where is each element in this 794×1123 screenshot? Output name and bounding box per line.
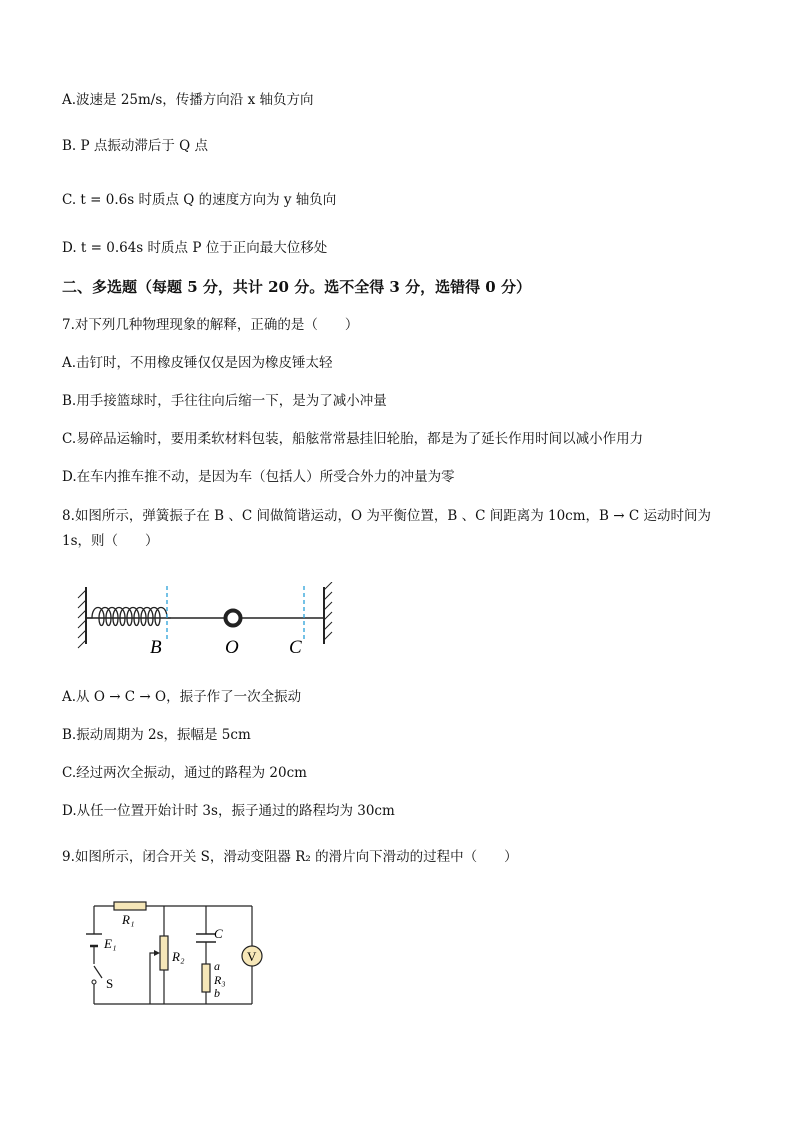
label-c: C bbox=[214, 926, 223, 941]
spring-oscillator-figure bbox=[70, 582, 340, 662]
q8-option-d: D.从任一位置开始计时 3s，振子通过的路程均为 30cm bbox=[62, 803, 395, 819]
label-c: C bbox=[289, 637, 302, 658]
resistor-r1 bbox=[114, 902, 146, 910]
option-c: C. t = 0.6s 时质点 Q 的速度方向为 y 轴负向 bbox=[62, 192, 337, 208]
circuit-figure bbox=[84, 896, 274, 1012]
option-d: D. t = 0.64s 时质点 P 位于正向最大位移处 bbox=[62, 240, 328, 256]
voltmeter-label: V bbox=[247, 949, 257, 964]
spring bbox=[86, 608, 171, 626]
q8-option-c: C.经过两次全振动，通过的路程为 20cm bbox=[62, 765, 307, 781]
label-o: O bbox=[225, 637, 239, 658]
oscillator-ball bbox=[226, 611, 241, 626]
rheostat-r2 bbox=[160, 936, 168, 970]
resistor-r3 bbox=[202, 964, 210, 992]
q8-stem-line1: 8.如图所示，弹簧振子在 B 、C 间做简谐运动，O 为平衡位置，B 、C 间距离为 10cm，B → C 运动时间为 bbox=[62, 508, 711, 524]
q7-option-b: B.用手接篮球时，手往往向后缩一下，是为了减小冲量 bbox=[62, 393, 387, 409]
label-s: S bbox=[106, 976, 114, 991]
option-a: A.波速是 25m/s，传播方向沿 x 轴负方向 bbox=[62, 92, 314, 108]
q8-option-b: B.振动周期为 2s，振幅是 5cm bbox=[62, 727, 251, 743]
slider-arrow bbox=[154, 950, 160, 956]
switch-s bbox=[92, 966, 102, 984]
label-r1: R₁ bbox=[122, 912, 135, 927]
left-wall bbox=[78, 587, 86, 648]
label-b: b bbox=[214, 986, 220, 1000]
q7-option-c: C.易碎品运输时，要用柔软材料包装，船舷常常悬挂旧轮胎，都是为了延长作用时间以减小作用力 bbox=[62, 431, 644, 447]
q8-option-a: A.从 O → C → O，振子作了一次全振动 bbox=[62, 689, 302, 705]
q7-stem: 7.对下列几种物理现象的解释，正确的是（ ） bbox=[62, 317, 359, 333]
q9-stem: 9.如图所示，闭合开关 S，滑动变阻器 R₂ 的滑片向下滑动的过程中（ ） bbox=[62, 849, 518, 865]
label-a: a bbox=[214, 959, 220, 973]
option-b: B. P 点振动滞后于 Q 点 bbox=[62, 138, 209, 154]
label-e1: E₁ bbox=[104, 936, 117, 951]
label-r2: R₂ bbox=[172, 949, 185, 964]
capacitor-c bbox=[196, 934, 216, 942]
q8-stem-line2: 1s，则（ ） bbox=[62, 533, 159, 549]
label-r3: R₃ bbox=[214, 973, 226, 987]
section-heading: 二、多选题（每题 5 分，共计 20 分。选不全得 3 分，选错得 0 分） bbox=[62, 278, 531, 296]
q7-option-d: D.在车内推车推不动，是因为车（包括人）所受合外力的冲量为零 bbox=[62, 469, 455, 485]
battery-e1 bbox=[86, 934, 102, 946]
label-b: B bbox=[150, 637, 162, 658]
q7-option-a: A.击钉时，不用橡皮锤仅仅是因为橡皮锤太轻 bbox=[62, 355, 333, 371]
right-wall bbox=[324, 582, 332, 644]
